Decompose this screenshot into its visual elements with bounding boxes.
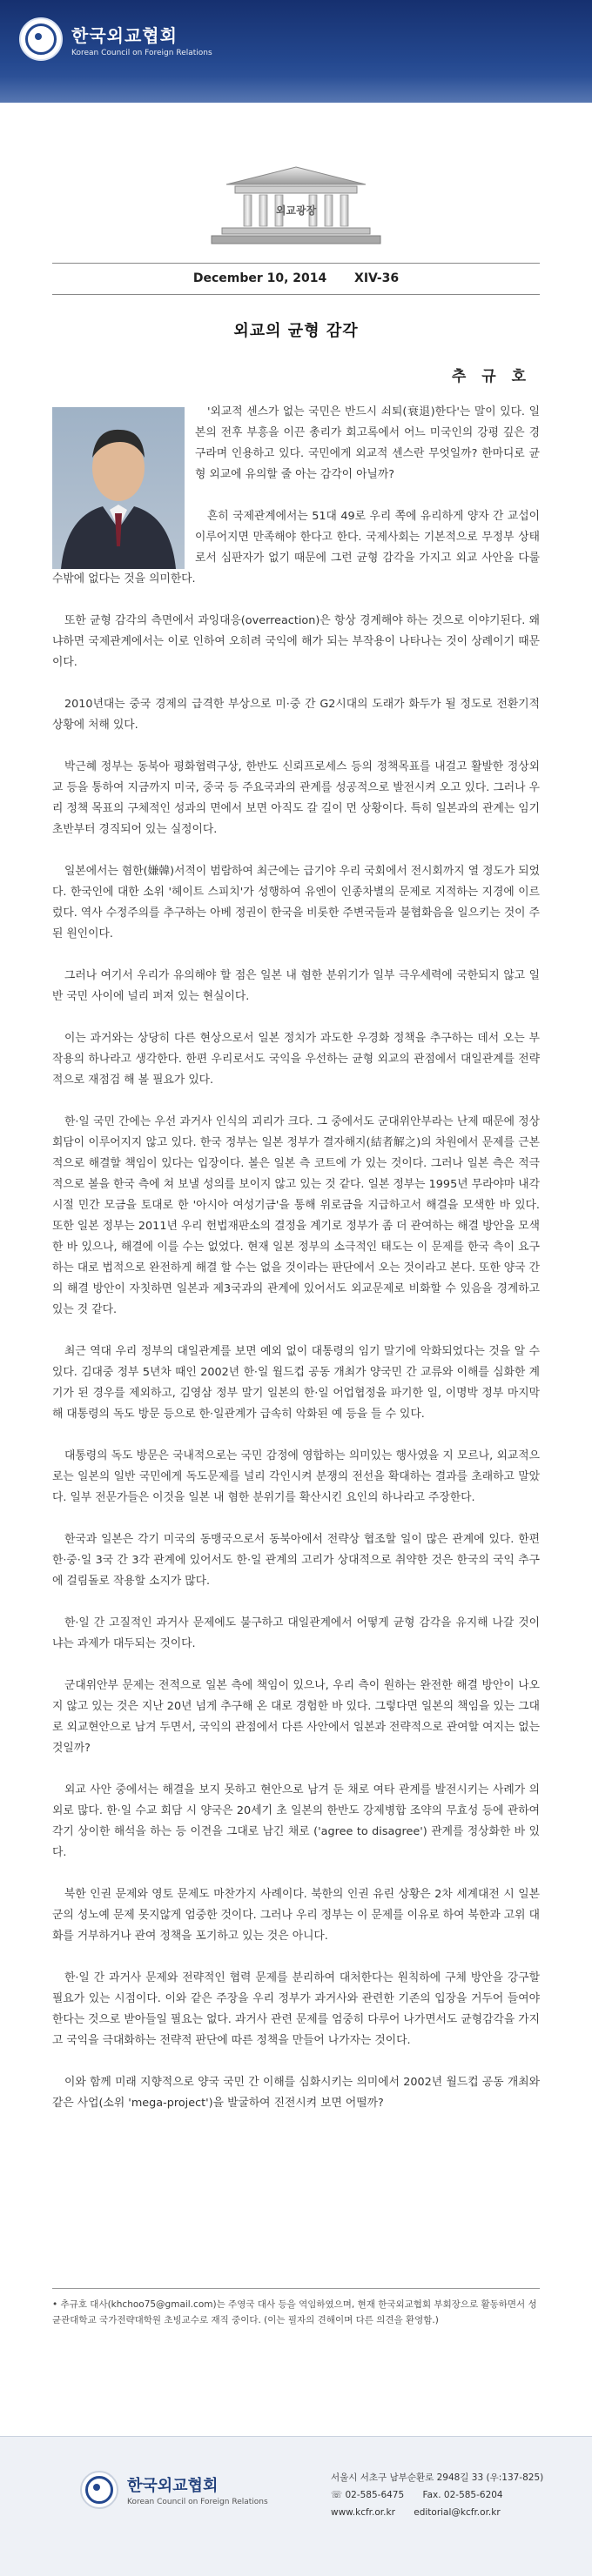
paragraph: 한·일 국민 간에는 우선 과거사 인식의 괴리가 크다. 그 중에서도 군대위안부라는 난제 때문에 정상회담이 이루어지지 않고 있다. 한국 정부는 일본 정부가 결자해지(結者解之)의 차원에서 문제를 근본적으로 해결할 책임이 있다는 입장이다. 볼은 일본 측 코트에 가 있는 것이다. 그러나 일본 측은 적극적으로 볼을 한국 측에 쳐 보낼 성의를 보이지 않고 있는 것 같다. 일본 정부는 1995년 무라야마 내각시절 민간 모금을 토대로 한 '아시아 여성기금'을 통해 위로금을 지급하고서 해결을 모색한 바 있다. 또한 일본 정부는 2011년 우리 헌법재판소의 결정을 계기로 정부가 좀 더 관여하는 해결 방안을 모색한 바 있으나, 해결에 이를 수는 없었다. 현재 일본 정부의 소극적인 태도는 이 문제를 한국 측이 요구하는 대로 법적으로 완전하게 해결 할 수는 없을 것이라는 판단에서 오는 것이라고 본다. 또한 양국 간의 해결 방안이 자칫하면 일본과 제3국과의 관계에 있어서도 외교문제로 비화할 수 있음을 경계하고 있는 것 같다. [52, 1115, 540, 1316]
article-body [52, 402, 540, 2135]
paragraph: 한·일 간 고질적인 과거사 문제에도 불구하고 대일관계에서 어떻게 균형 감각을 유지해 나갈 것이냐는 과제가 대두되는 것이다. [52, 1616, 540, 1650]
paragraph: 흔히 국제관계에서는 51대 49로 우리 쪽에 유리하게 양자 간 교섭이 이루어지면 만족해야 한다고 한다. 국제사회는 기본적으로 무정부 상태로서 심판자가 없기 때문에 그런 균형 감각을 가지고 외교 사안을 다룰 수밖에 없다는 것을 의미한다. [52, 510, 540, 585]
issue-volume: XIV-36 [354, 271, 400, 285]
paragraph: 그러나 여기서 우리가 유의해야 할 점은 일본 내 혐한 분위기가 일부 극우세력에 국한되지 않고 일반 국민 사이에 널리 퍼져 있는 현실이다. [52, 969, 540, 1003]
top-rule [52, 263, 540, 264]
footer-contact [331, 2469, 557, 2521]
org-name-ko: 한국외교협회 [71, 24, 178, 46]
paragraph: 외교 사안 중에서는 해결을 보지 못하고 현안으로 남겨 둔 채로 여타 관계를 발전시키는 사례가 의외로 많다. 한·일 수교 회담 시 양국은 20세기 초 일본의 한반도 강제병합 조약의 무효성 등에 관하여 각기 상이한 해석을 하는 등 이견을 그대로 남긴 채로 ('agree to disagree') 관계를 정상화한 바 있다. [52, 1783, 540, 1859]
plaza-caption: 외교광장 [275, 204, 317, 217]
paragraph: 이와 함께 미래 지향적으로 양국 국민 간 이해를 심화시키는 의미에서 2002년 월드컵 공동 개최와 같은 사업(소위 'mega-project')을 발굴하여 진전시켜 보면 어떨까? [52, 2076, 540, 2110]
footer-website-link[interactable]: www.kcfr.or.kr [331, 2507, 395, 2518]
paragraph: 대통령의 독도 방문은 국내적으로는 국민 감정에 영합하는 의미있는 행사였을 지 모르나, 외교적으로는 일본의 일반 국민에게 독도문제를 널리 각인시켜 분쟁의 전선을 확대하는 결과를 초래하고 말았다. 일부 전문가들은 이것을 일본 내 혐한 분위기를 확산시킨 요인의 하나라고 주장한다. [52, 1449, 540, 1504]
paragraph: 일본에서는 혐한(嫌韓)서적이 범람하여 최근에는 급기야 우리 국회에서 전시회까지 열 정도가 되었다. 한국인에 대한 소위 '헤이트 스피치'가 성행하여 유엔이 인종차별의 문제로 지적하는 지경에 이르렀다. 역사 수정주의를 추구하는 아베 정권이 한국을 비롯한 주변국들과 불협화음을 일으키는 것이 주된 원인이다. [52, 865, 541, 940]
org-emblem-icon [19, 17, 63, 61]
article-title: 외교의 균형 감각 [233, 322, 359, 340]
issue-line [0, 271, 592, 285]
plaza-emblem-icon [205, 165, 387, 248]
paragraph: 한국과 일본은 각기 미국의 동맹국으로서 동북아에서 전략상 협조할 일이 많은 관계에 있다. 한편 한·중·일 3국 간 3각 관계에 있어서도 한·일 관계의 고리가 상대적으로 취약한 것은 한국의 국익 추구에 걸림돌로 작용할 소지가 많다. [52, 1533, 540, 1588]
footer-address: 서울시 서초구 남부순환로 2948길 33 (우:137-825) [331, 2472, 544, 2483]
paragraph: 또한 균형 감각의 측면에서 과잉대응(overreaction)은 항상 경계해야 하는 것으로 이야기된다. 왜냐하면 국제관계에서는 이로 인하여 오히려 국익에 해가 되는 부작용이 나타나는 것이 상례이기 때문이다. [52, 614, 540, 669]
paragraph: 2010년대는 중국 경제의 급격한 부상으로 미·중 간 G2시대의 도래가 화두가 될 정도로 전환기적 상황에 처해 있다. [52, 698, 540, 732]
footer-phone: ☏ 02-585-6475 [331, 2490, 405, 2500]
footer-email-link[interactable]: editorial@kcfr.or.kr [414, 2507, 501, 2518]
paragraph: 최근 역대 우리 정부의 대일관계를 보면 예외 없이 대통령의 임기 말기에 악화되었다는 것을 알 수 있다. 김대중 정부 5년차 때인 2002년 한·일 월드컵 공동 개최가 양국민 간 교류와 이해를 심화한 계기가 된 경우를 제외하고, 김영삼 정부 말기 일본의 한·일 어업협정을 파기한 일, 이명박 정부 마지막 해 대통령의 독도 방문 등으로 한·일관계가 급속히 악화된 예 등을 들 수 있다. [52, 1345, 540, 1421]
footnote-divider [52, 2288, 540, 2289]
footer-logo[interactable] [80, 2471, 268, 2509]
footer-org-name-ko: 한국외교협회 [127, 2477, 219, 2495]
footer-org-name-en: Korean Council on Foreign Relations [127, 2498, 268, 2506]
bottom-rule [52, 294, 540, 295]
paragraph: 한·일 간 과거사 문제와 전략적인 협력 문제를 분리하여 대처한다는 원칙하에 구체 방안을 강구할 필요가 있는 시점이다. 이와 같은 주장을 우리 정부가 과거사와 관련한 기존의 입장을 거두어 들여야 한다는 것으로 받아들일 필요는 없다. 과거사 관련 문제를 엄중히 다루어 나가면서도 균형감각을 가지고 국익을 극대화하는 전략적 판단에 따른 정책을 만들어 나가자는 것이다. [52, 1971, 540, 2047]
header-band [0, 0, 592, 103]
org-name-en: Korean Council on Foreign Relations [71, 48, 212, 57]
paragraph: '외교적 센스가 없는 국민은 반드시 쇠퇴(衰退)한다'는 말이 있다. 일본의 전후 부흥을 이끈 총리가 회고록에서 어느 미국인의 강평 깊은 경구라며 인용하고 있다. 국민에게 외교적 센스란 무엇일까? 한마디로 균형 외교에 유의할 줄 아는 감각이 아닐까? [195, 405, 540, 481]
footer-fax: Fax. 02-585-6204 [422, 2490, 503, 2500]
header-logo[interactable] [19, 17, 212, 61]
footer-emblem-icon [80, 2471, 118, 2509]
article-author: 추 규 호 [451, 368, 531, 385]
paragraph: 박근혜 정부는 동북아 평화협력구상, 한반도 신뢰프로세스 등의 정책목표를 내걸고 활발한 정상외교 등을 통하여 지금까지 미국, 중국 등 주요국과의 관계를 성공적으로 발전시켜 오고 있다. 그러나 우리 정책 목표의 구체적인 성과의 면에서 보면 아직도 갈 길이 먼 상황이다. 특히 일본과의 관계는 임기 초반부터 경직되어 있는 실정이다. [52, 760, 540, 836]
paragraph: 북한 인권 문제와 영토 문제도 마찬가지 사례이다. 북한의 인권 유린 상황은 2차 세계대전 시 일본군의 성노예 문제 못지않게 엄중한 것이다. 그러나 우리 정부는 이 문제를 이유로 하여 북한과 고위 대화를 거부하거나 관여 정책을 포기하고 있는 것은 아니다. [52, 1888, 540, 1943]
paragraph: 이는 과거와는 상당히 다른 현상으로서 일본 정치가 과도한 우경화 정책을 추구하는 데서 오는 부작용의 하나라고 생각한다. 한편 우리로서도 국익을 우선하는 균형 외교의 관점에서 대일관계를 전략적으로 재점검 해 볼 필요가 있다. [52, 1032, 540, 1087]
paragraph: 군대위안부 문제는 전적으로 일본 측에 책임이 있으나, 우리 측이 원하는 완전한 해결 방안이 나오지 않고 있는 것은 지난 20년 넘게 추구해 온 대로 경험한 바 있다. 그렇다면 일본의 책임을 있는 그대로 외교현안으로 남겨 두면서, 국익의 관점에서 다른 사안에서 일본과 전략적으로 관여할 여지는 없는 것일까? [52, 1679, 540, 1755]
issue-date: December 10, 2014 [192, 271, 327, 285]
author-footnote: • 추규호 대사(khchoo75@gmail.com)는 주영국 대사 등을 역임하였으며, 현재 한국외교협회 부회장으로 활동하면서 성균관대학교 국가전략대학원 초빙교수로 재직 중이다. (이는 필자의 견해이며 다른 의견을 환영함.) [52, 2299, 537, 2325]
